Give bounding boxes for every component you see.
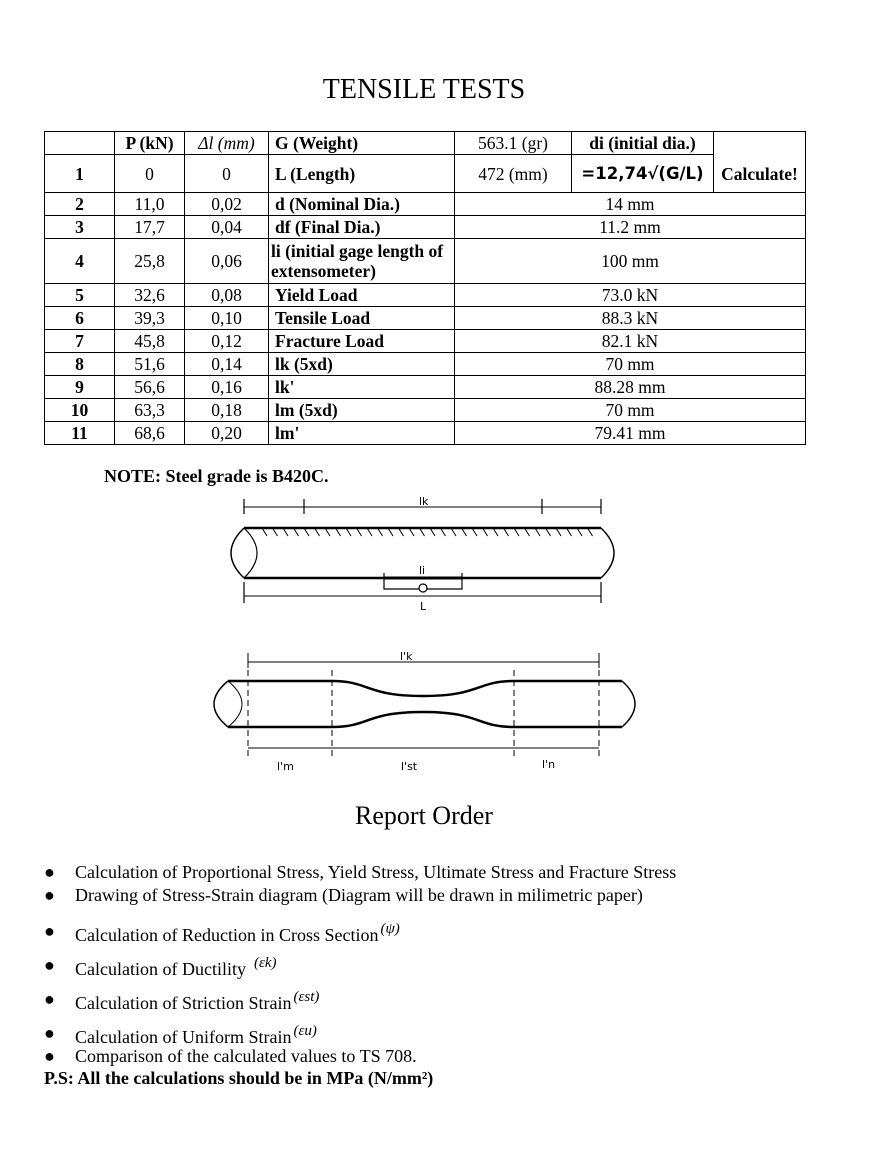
table-row [45,239,806,284]
bullet-icon: ● [44,1023,55,1043]
page-title: TENSILE TESTS [322,74,526,105]
property-value: 88.3 kN [455,307,806,330]
load-value: 11,0 [115,193,185,216]
table-row [45,307,806,330]
list-item-text: Calculation of Proportional Stress, Yield Stress, Ultimate Stress and Fracture Stress [75,862,677,882]
property-value: 82.1 kN [455,330,806,353]
list-item [44,885,676,918]
length-label: L [420,600,427,613]
table-row [45,422,806,445]
row-number: 4 [45,239,115,284]
table-row [45,399,806,422]
list-item [44,862,676,885]
psi-symbol: (ψ) [380,921,400,937]
li-label: li [419,564,426,577]
elongation-value: 0,08 [185,284,269,307]
length-label: L (Length) [269,155,455,193]
list-item-text: Drawing of Stress-Strain diagram (Diagram will be drawn in milimetric paper) [75,885,643,905]
list-item-text: Comparison of the calculated values to TS 708. [75,1046,417,1066]
necked-specimen-drawing [214,653,635,758]
property-label: Yield Load [269,284,455,307]
property-value: 73.0 kN [455,284,806,307]
load-value: 56,6 [115,376,185,399]
report-list [44,862,676,1069]
load-value: 63,3 [115,399,185,422]
bullet-icon: ● [44,989,55,1009]
elongation-value: 0,12 [185,330,269,353]
property-value: 11.2 mm [455,216,806,239]
table-row [45,284,806,307]
load-column-header: P (kN) [115,132,185,155]
weight-value: 563.1 (gr) [455,132,572,155]
bullet-icon: ● [44,885,55,905]
property-label: lm (5xd) [269,399,455,422]
row-number: 8 [45,353,115,376]
striction-symbol: (εst) [293,989,320,1005]
lst-prime-label: l'st [401,760,418,773]
steel-grade-note: NOTE: Steel grade is B420C. [104,466,329,486]
list-item-text: Calculation of Ductility [75,959,246,979]
row-number: 1 [45,155,115,193]
property-value: 88.28 mm [455,376,806,399]
list-item-text: Calculation of Striction Strain [75,993,292,1013]
bullet-icon: ● [44,955,55,975]
ribbed-bar-drawing [231,499,614,603]
bullet-icon: ● [44,862,55,882]
elongation-value: 0 [185,155,269,193]
property-label: d (Nominal Dia.) [269,193,455,216]
lk-label: lk [419,495,429,508]
table-row [45,330,806,353]
lk-prime-label: l'k [400,650,413,663]
elongation-value: 0,20 [185,422,269,445]
table-row [45,216,806,239]
table-row [45,155,806,193]
list-item-text: Calculation of Uniform Strain [75,1027,292,1047]
report-order-title: Report Order [355,801,493,830]
elongation-value: 0,16 [185,376,269,399]
row-number: 3 [45,216,115,239]
load-value: 25,8 [115,239,185,284]
tensile-data-table [44,131,806,445]
row-number: 10 [45,399,115,422]
load-value: 39,3 [115,307,185,330]
property-value: 70 mm [455,353,806,376]
length-value: 472 (mm) [455,155,572,193]
list-item [44,955,676,989]
row-number: 5 [45,284,115,307]
elongation-value: 0,10 [185,307,269,330]
elongation-value: 0,18 [185,399,269,422]
table-row [45,376,806,399]
bullet-icon: ● [44,1046,55,1066]
load-value: 17,7 [115,216,185,239]
load-value: 45,8 [115,330,185,353]
property-label: lm' [269,422,455,445]
bullet-icon: ● [44,921,55,941]
load-value: 0 [115,155,185,193]
ln-prime-label: l'n [542,758,556,771]
property-value: 79.41 mm [455,422,806,445]
table-row [45,353,806,376]
lm-prime-label: l'm [277,760,294,773]
property-label: li (initial gage length of extensometer) [269,239,455,284]
initial-dia-formula: =12,74√(G/L) [572,155,714,193]
property-label: lk (5xd) [269,353,455,376]
property-label: Tensile Load [269,307,455,330]
row-number: 11 [45,422,115,445]
list-item [44,1023,676,1046]
list-item [44,1046,676,1069]
row-number: 9 [45,376,115,399]
elongation-value: 0,04 [185,216,269,239]
row-number: 2 [45,193,115,216]
load-value: 32,6 [115,284,185,307]
table-row [45,132,806,155]
empty-cell [45,132,115,155]
elongation-value: 0,06 [185,239,269,284]
weight-label: G (Weight) [269,132,455,155]
ps-note: P.S: All the calculations should be in MPa (N/mm²) [44,1068,434,1088]
elongation-column-header: Δl (mm) [185,132,269,155]
list-item [44,918,676,955]
specimen-diagram [0,490,882,780]
property-label: lk' [269,376,455,399]
load-value: 51,6 [115,353,185,376]
ductility-symbol: (εk) [253,955,277,971]
calculate-cell: Calculate! [714,132,806,193]
property-value: 100 mm [455,239,806,284]
list-item [44,989,676,1023]
elongation-value: 0,14 [185,353,269,376]
table-row [45,193,806,216]
elongation-value: 0,02 [185,193,269,216]
list-item-text: Calculation of Reduction in Cross Section [75,925,379,945]
uniform-strain-symbol: (εu) [293,1023,317,1039]
property-label: df (Final Dia.) [269,216,455,239]
initial-dia-label: di (initial dia.) [572,132,714,155]
property-value: 14 mm [455,193,806,216]
load-value: 68,6 [115,422,185,445]
property-label: Fracture Load [269,330,455,353]
row-number: 6 [45,307,115,330]
row-number: 7 [45,330,115,353]
property-value: 70 mm [455,399,806,422]
